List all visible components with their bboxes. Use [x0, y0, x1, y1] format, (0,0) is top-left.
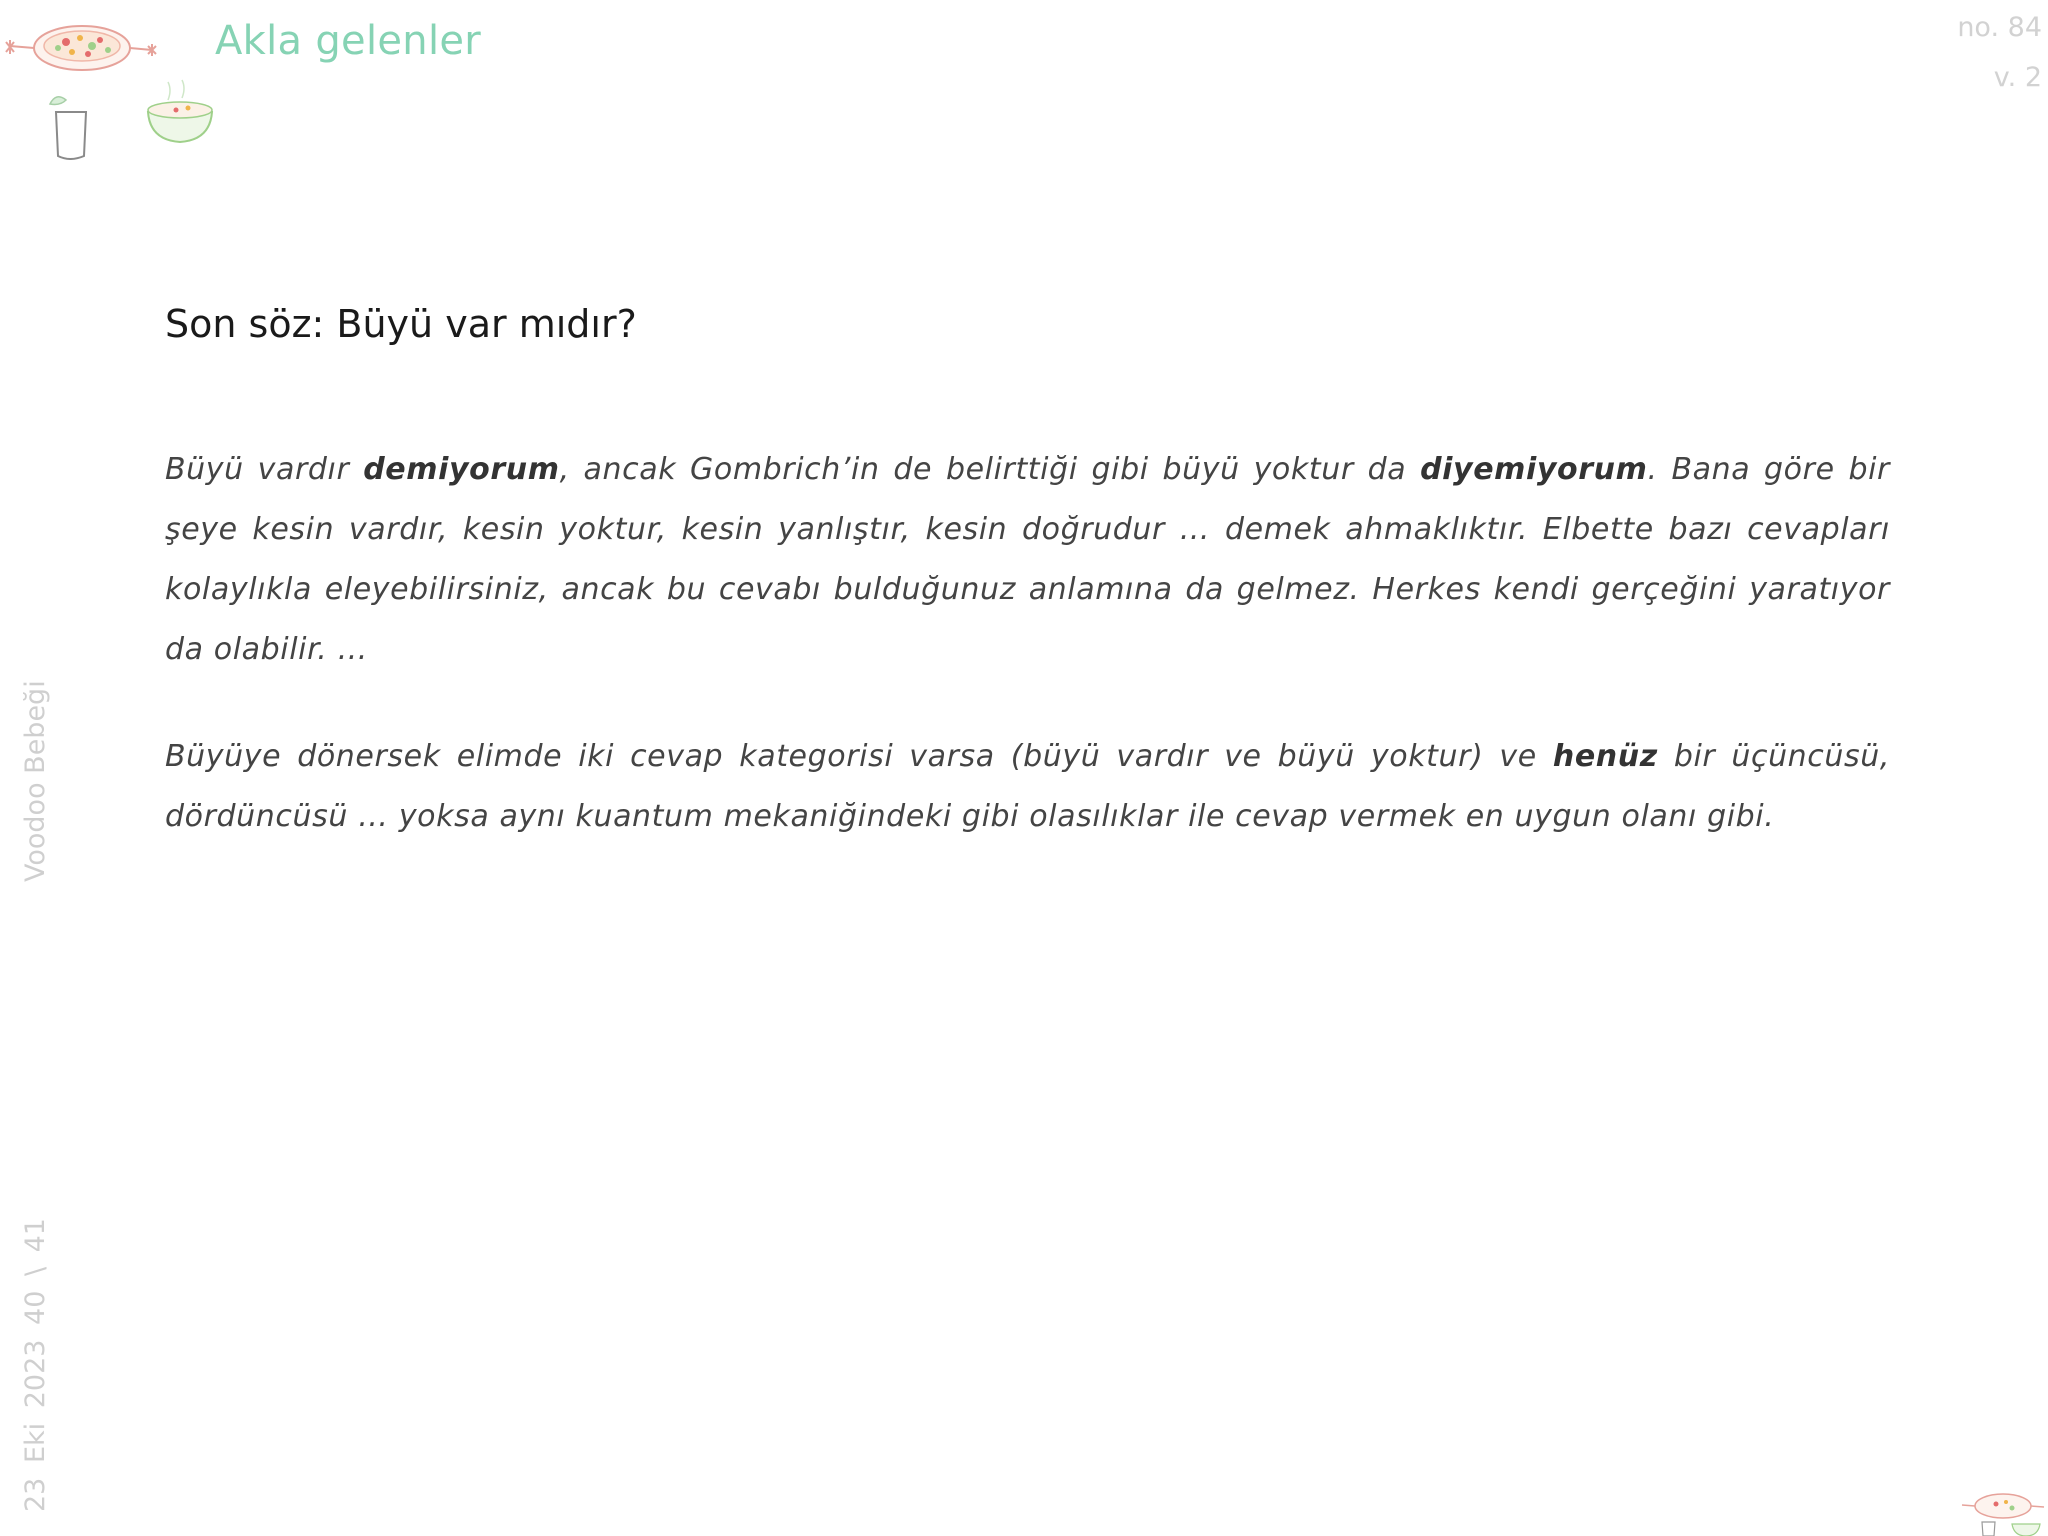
paragraph-2-text-2: bir üçüncüsü, dördüncüsü … yoksa aynı kuantum mekaniğindeki gibi olasılıklar ile cevap vermek en uygun olanı gibi. — [165, 739, 1890, 834]
document-number: no. 84 — [1957, 12, 2042, 43]
paragraph-1-text-1: Büyü vardır — [165, 452, 364, 487]
paragraph-1 — [165, 440, 1890, 680]
paragraph-1-bold-1: demiyorum — [363, 452, 560, 487]
paragraph-2-text-1: Büyüye dönersek elimde iki cevap kategorisi varsa (büyü vardır ve büyü yoktur) ve — [165, 739, 1553, 774]
paragraph-2-bold-1: henüz — [1552, 739, 1658, 774]
document-version: v. 2 — [1993, 62, 2042, 93]
section-title: Akla gelenler — [215, 18, 482, 64]
side-title: Voodoo Bebeği — [20, 680, 51, 882]
side-date-page: 23 Eki 2023 40 \ 41 — [20, 1218, 51, 1512]
paragraph-2 — [165, 727, 1890, 847]
paragraph-1-text-3: . Bana göre bir şeye kesin vardır, kesin yoktur, kesin yanlıştır, kesin doğrudur … demek ahmaklıktır. Elbette bazı cevapları kolaylıkla eleyebilirsiniz, ancak bu cevabı bulduğunuz anlamına da gelmez. Herkes kendi gerçeğini yaratıyor da olabilir. … — [165, 452, 1890, 667]
paragraph-1-text-2: , ancak Gombrich’in de belirttiği gibi büyü yoktur da — [559, 452, 1421, 487]
page-heading: Son söz: Büyü var mıdır? — [165, 302, 637, 346]
food-sketch-logo — [0, 0, 230, 160]
paragraph-1-bold-2: diyemiyorum — [1420, 452, 1648, 487]
food-sketch-logo-small — [1948, 1466, 2048, 1536]
